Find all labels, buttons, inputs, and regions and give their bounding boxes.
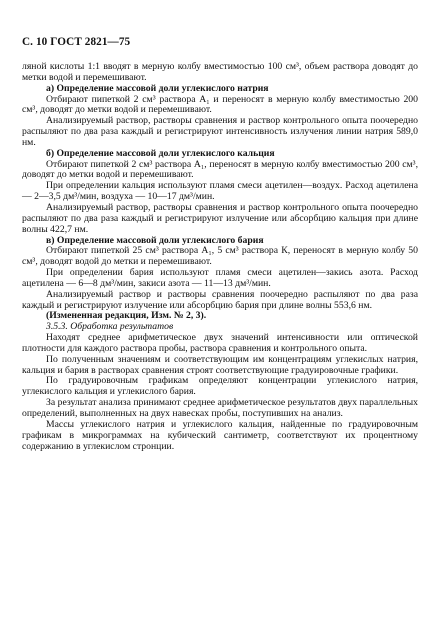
revision-note: (Измененная редакция, Изм. № 2, 3). <box>46 310 207 322</box>
subsection-heading: 3.5.3. Обработка результатов <box>46 321 174 333</box>
paragraph: Анализируемый раствор, растворы сравнения и раствор контрольного опыта поочередно распыляют по два раза каждый и регистрируют интенсивность излучения линии натрия 589,0 нм. <box>22 115 418 148</box>
page-header: С. 10 ГОСТ 2821—75 <box>22 36 131 48</box>
paragraph: Анализируемый раствор, растворы сравнения и раствор контрольного опыта поочередно распыляют по два раза каждый и регистрируют излучение или абсорбцию кальция при длине волны 422,7 нм. <box>22 201 418 235</box>
section-heading-calcium: б) Определение массовой доли углекислого кальция <box>46 147 275 159</box>
paragraph: Находят среднее арифметическое двух значений интенсивности или оптической плотности для каждого раствора пробы, раствора сравнения и контрольного опыта. <box>22 332 418 354</box>
paragraph: Отбирают пипеткой 25 см³ раствора А₁, 5 см³ раствора К, переносят в мерную колбу 50 см³, доводят водой до метки и перемешивают. <box>22 245 418 268</box>
paragraph: Массы углекислого натрия и углекислого кальция, найденные по градуировочным графикам в микрограммах на кубический сантиметр, соответствуют их процентному содержанию в углекислом стронции. <box>22 418 418 452</box>
paragraph: Отбирают пипеткой 2 см³ раствора А₁ и переносят в мерную колбу вместимостью 200 см³, доводят до метки водой и перемешивают. <box>22 93 418 116</box>
paragraph: Отбирают пипеткой 2 см³ раствора А₁, переносят в мерную колбу вместимостью 200 см³, доводят до метки водой и перемешивают. <box>22 158 418 181</box>
section-heading-barium: в) Определение массовой доли углекислого бария <box>46 234 264 246</box>
paragraph: При определении кальция используют пламя смеси ацетилен—воздух. Расход ацетилена — 2—3,5 дм³/мин, воздуха — 10—17 дм³/мин. <box>22 180 418 203</box>
paragraph: Анализируемый раствор и растворы сравнения поочередно распыляют по два раза каждый и регистрируют излучение или абсорбцию бария при длине волны 553,6 нм. <box>22 288 418 311</box>
continuation-paragraph: ляной кислоты 1:1 вводят в мерную колбу вместимостью 100 см³, объем раствора доводят до метки водой и перемешивают. <box>22 61 418 83</box>
paragraph: За результат анализа принимают среднее арифметическое результатов двух параллельных определений, выполненных на двух навесках пробы, поступивших на анализ. <box>22 397 418 419</box>
body-text <box>22 62 418 452</box>
paragraph: По полученным значениям и соответствующим им концентрациям углекислых натрия, кальция и бария в растворах сравнения строят соответствующие градуировочные графики. <box>22 353 418 376</box>
section-heading-sodium: а) Определение массовой доли углекислого натрия <box>46 82 269 94</box>
paragraph: При определении бария используют пламя смеси ацетилен—закись азота. Расход ацетилена — 6—8 дм³/мин, закиси азота — 11—13 дм³/мин. <box>22 267 418 289</box>
paragraph: По градуировочным графикам определяют концентрации углекислого натрия, углекислого кальция и углекислого бария. <box>22 375 418 398</box>
